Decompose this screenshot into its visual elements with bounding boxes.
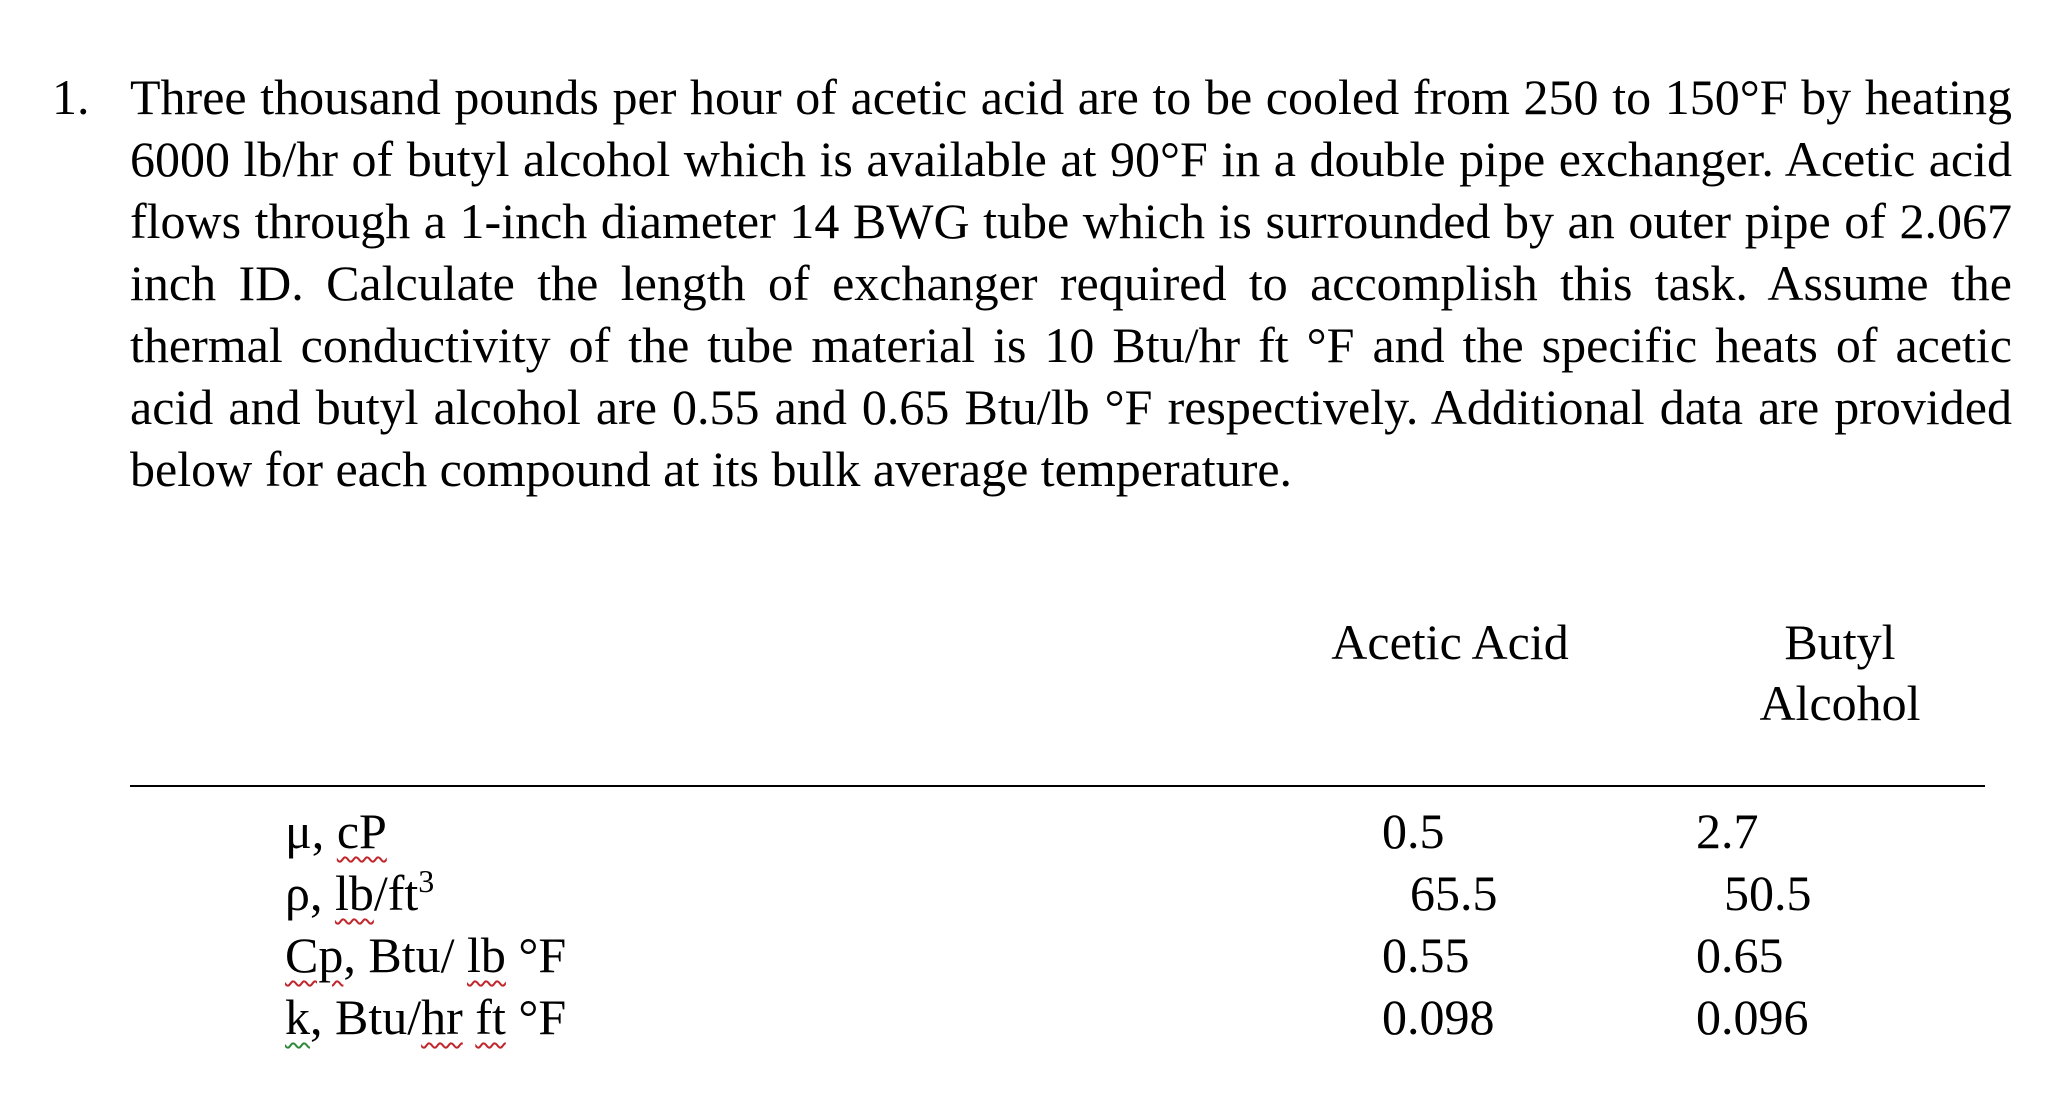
- heat-capacity-unit-lb: lb: [467, 927, 506, 983]
- heat-capacity-unit-rest: °F: [505, 927, 567, 983]
- table-divider: [130, 785, 1985, 787]
- heat-capacity-symbol: Cp: [285, 927, 344, 983]
- conductivity-unit-rest: °F: [505, 989, 567, 1045]
- value-heat-capacity-acetic: 0.55: [1382, 927, 1470, 983]
- conductivity-unit-ft: ft: [475, 989, 506, 1045]
- density-symbol: ρ,: [285, 865, 335, 921]
- density-unit-rest: /ft: [373, 865, 419, 921]
- column-header-butyl-line1: Butyl: [1784, 614, 1896, 670]
- table-row-conductivity: [0, 986, 2046, 1048]
- value-conductivity-butyl: 0.096: [1696, 989, 1809, 1045]
- viscosity-symbol: μ,: [285, 803, 337, 859]
- density-unit-lb: lb: [334, 865, 374, 921]
- row-label-density: [285, 862, 434, 924]
- conductivity-symbol: k: [285, 989, 310, 1045]
- table-row-heat-capacity: [0, 924, 2046, 986]
- value-heat-capacity-butyl: 0.65: [1696, 927, 1784, 983]
- conductivity-unit-hr: hr: [421, 989, 463, 1045]
- conductivity-mid: , Btu/: [310, 989, 422, 1045]
- column-header-acetic-label: Acetic Acid: [1331, 614, 1569, 670]
- value-density-butyl: 50.5: [1724, 865, 1812, 921]
- row-label-conductivity: [285, 986, 566, 1048]
- value-viscosity-butyl: 2.7: [1696, 803, 1759, 859]
- viscosity-unit: cP: [336, 803, 387, 859]
- column-header-butyl-line2: Alcohol: [1759, 675, 1921, 731]
- column-header-butyl-alcohol: [1680, 612, 2000, 734]
- table-row-viscosity: [0, 800, 2046, 862]
- column-header-acetic-acid: [1290, 612, 1610, 673]
- conductivity-space: [463, 989, 476, 1045]
- value-conductivity-acetic: 0.098: [1382, 989, 1495, 1045]
- row-label-heat-capacity: [285, 924, 566, 986]
- row-label-viscosity: [285, 800, 387, 862]
- value-viscosity-acetic: 0.5: [1382, 803, 1445, 859]
- value-density-acetic: 65.5: [1410, 865, 1498, 921]
- table-row-density: [0, 862, 2046, 924]
- problem-number: 1.: [52, 69, 90, 125]
- density-unit-exponent: 3: [418, 863, 435, 899]
- heat-capacity-mid: , Btu/: [343, 927, 467, 983]
- problem-text: Three thousand pounds per hour of acetic acid are to be cooled from 250 to 150°F by heating 6000 lb/hr of butyl alcohol which is available at 90°F in a double pipe exchanger. Acetic acid flows through a 1-inch diameter 14 BWG tube which is surrounded by an outer pipe of 2.067 inch ID. Calculate the length of exchanger required to accomplish this task. Assume the thermal conductivity of the tube material is 10 Btu/hr ft °F and the specific heats of acetic acid and butyl alcohol are 0.55 and 0.65 Btu/lb °F respectively. Additional data are provided below for each compound at its bulk average temperature.: [130, 69, 2012, 497]
